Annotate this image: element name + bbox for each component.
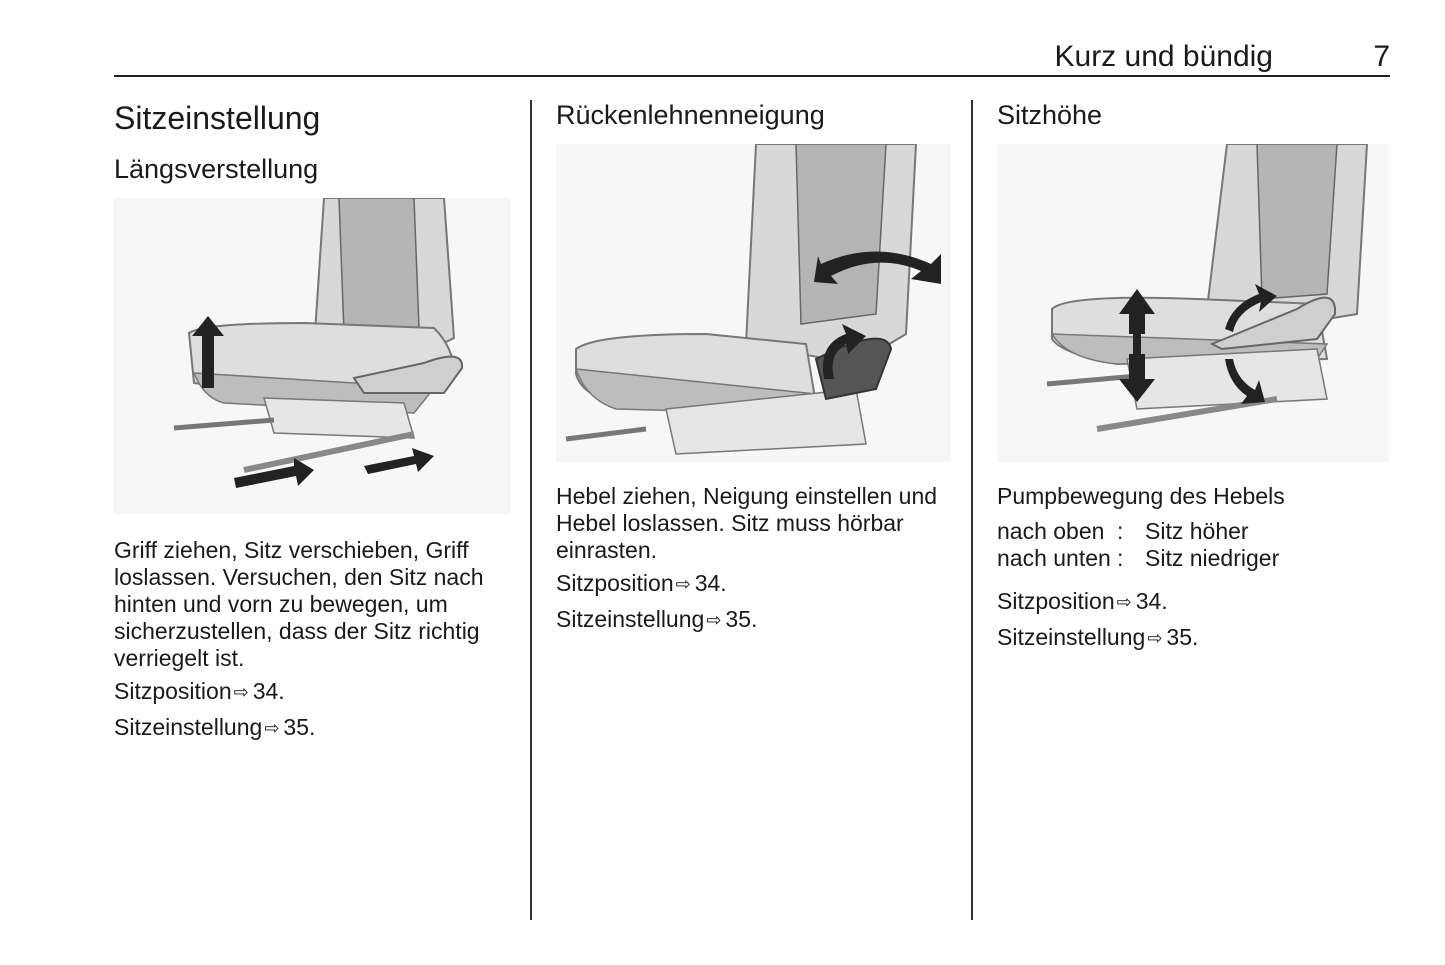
hollow-right-arrow-icon: ⇨ [1116,592,1132,612]
cross-reference-link[interactable] [556,570,727,598]
definition-term: nach unten [997,545,1111,571]
cross-reference-link[interactable] [556,606,757,634]
cross-reference-link[interactable] [997,624,1198,652]
header-rule [114,75,1390,77]
xref-label: Sitzposition [997,588,1115,614]
hollow-right-arrow-icon: ⇨ [706,610,722,630]
definition-row [997,545,1279,572]
section-title: Sitzeinstellung [114,100,321,136]
seat-height-icon [997,144,1389,462]
xref-page: 34. [252,678,285,704]
page-number: 7 [1373,40,1390,73]
cross-reference-link[interactable] [997,588,1168,616]
xref-label: Sitzposition [114,678,232,704]
definition-row [997,518,1249,545]
seat-height-figure [997,144,1389,462]
xref-page: 34. [1135,588,1168,614]
instruction-paragraph: Hebel ziehen, Neigung einstellen und Hebel loslassen. Sitz muss hörbar einrasten. [556,483,938,563]
seat-longitudinal-icon [114,198,510,514]
definition-term: nach oben [997,518,1105,544]
backrest-recline-figure [556,144,950,462]
definition-value: Sitz höher [1145,518,1249,544]
column-divider [530,100,532,920]
definition-value: Sitz niedriger [1145,545,1280,571]
xref-page: 35. [1166,624,1199,650]
xref-label: Sitzeinstellung [114,714,263,740]
subsection-title: Sitzhöhe [997,100,1103,130]
column-divider [971,100,973,920]
subsection-title: Längsverstellung [114,154,319,184]
intro-text: Pumpbewegung des Hebels [997,483,1285,509]
xref-label: Sitzposition [556,570,674,596]
xref-page: 35. [725,606,758,632]
definition-separator: : [1117,545,1124,571]
hollow-right-arrow-icon: ⇨ [675,574,691,594]
hollow-right-arrow-icon: ⇨ [233,682,249,702]
definition-separator: : [1117,518,1124,544]
subsection-title: Rückenlehnenneigung [556,100,825,130]
instruction-paragraph: Griff ziehen, Sitz verschieben, Griff loslassen. Versuchen, den Sitz nach hinten und vorn zu bewegen, um sicherzustellen, dass der Sitz richtig verriegelt ist. [114,537,484,671]
hollow-right-arrow-icon: ⇨ [1147,628,1163,648]
cross-reference-link[interactable] [114,714,315,742]
xref-label: Sitzeinstellung [997,624,1146,650]
running-header-title: Kurz und bündig [1054,40,1273,73]
seat-longitudinal-figure [114,198,510,514]
xref-label: Sitzeinstellung [556,606,705,632]
cross-reference-link[interactable] [114,678,285,706]
hollow-right-arrow-icon: ⇨ [264,718,280,738]
backrest-recline-icon [556,144,950,462]
xref-page: 34. [694,570,727,596]
xref-page: 35. [283,714,316,740]
